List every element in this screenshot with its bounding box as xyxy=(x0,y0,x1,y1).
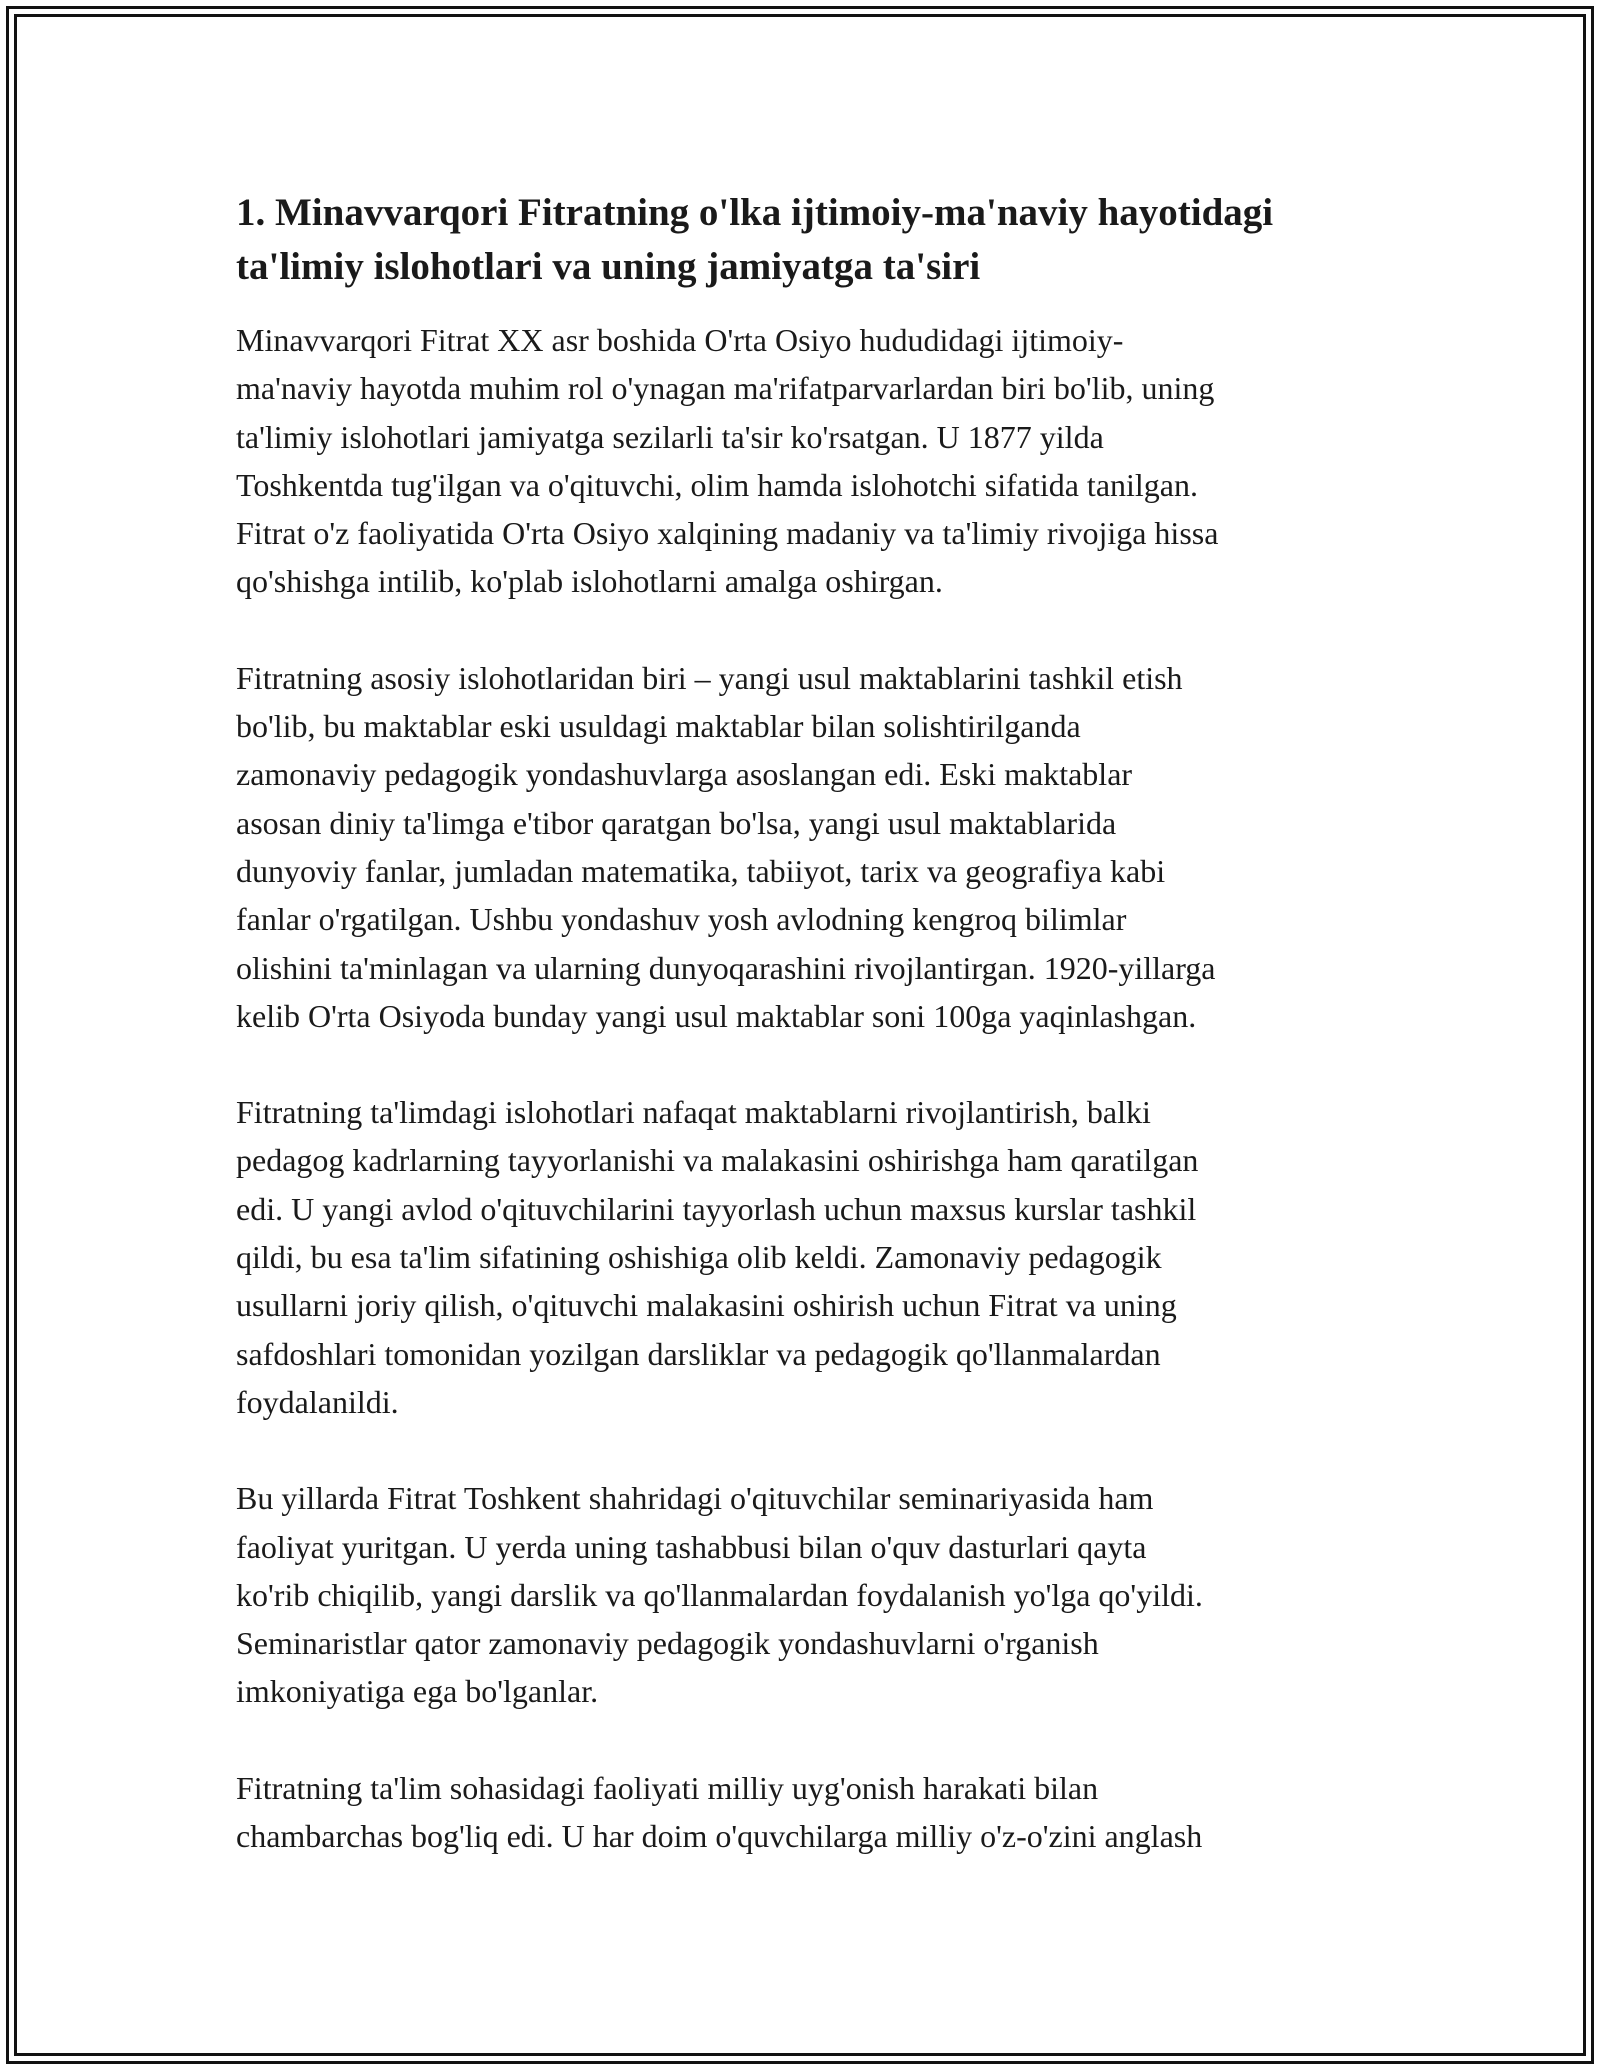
text-line: kelib O'rta Osiyoda bunday yangi usul maktablar soni 100ga yaqinlashgan. xyxy=(236,997,1197,1034)
text-line: olishini ta'minlagan va ularning dunyoqarashini rivojlantirgan. 1920-yillarga xyxy=(236,949,1216,986)
text-line: zamonaviy pedagogik yondashuvlarga asoslangan edi. Eski maktablar xyxy=(236,756,1133,793)
text-line: Fitratning ta'limdagi islohotlari nafaqat maktablarni rivojlantirish, balki xyxy=(236,1094,1151,1131)
heading-line: 1. Minavvarqori Fitratning o'lka ijtimoiy-ma'naviy hayotidagi xyxy=(236,191,1274,234)
document-body xyxy=(236,186,1366,1908)
text-line: Toshkentda tug'ilgan va o'qituvchi, olim hamda islohotchi sifatida tanilgan. xyxy=(236,466,1198,503)
text-line: Fitratning asosiy islohotlaridan biri – yangi usul maktablarini tashkil etish xyxy=(236,659,1183,696)
text-line: ma'naviy hayotda muhim rol o'ynagan ma'rifatparvarlardan biri bo'lib, uning xyxy=(236,370,1215,407)
text-line: asosan diniy ta'limga e'tibor qaratgan bo'lsa, yangi usul maktablarida xyxy=(236,804,1117,841)
text-line: bo'lib, bu maktablar eski usuldagi maktablar bilan solishtirilganda xyxy=(236,708,1081,745)
text-line: Minavvarqori Fitrat XX asr boshida O'rta Osiyo hududidagi ijtimoiy- xyxy=(236,322,1124,358)
text-line: pedagog kadrlarning tayyorlanishi va malakasini oshirishga ham qaratilgan xyxy=(236,1142,1199,1179)
text-line: Bu yillarda Fitrat Toshkent shahridagi o'qituvchilar seminariyasida ham xyxy=(236,1480,1154,1517)
text-line: imkoniyatiga ega bo'lganlar. xyxy=(236,1673,599,1710)
text-line: foydalanildi. xyxy=(236,1383,399,1420)
text-line: chambarchas bog'liq edi. U har doim o'quvchilarga milliy o'z-o'zini anglash xyxy=(236,1818,1203,1855)
text-line: edi. U yangi avlod o'qituvchilarini tayyorlash uchun maxsus kurslar tashkil xyxy=(236,1190,1197,1227)
text-line: dunyoviy fanlar, jumladan matematika, tabiiyot, tarix va geografiya kabi xyxy=(236,852,1166,889)
paragraph xyxy=(236,316,1366,606)
text-line: qildi, bu esa ta'lim sifatining oshishiga olib keldi. Zamonaviy pedagogik xyxy=(236,1239,1162,1276)
text-line: safdoshlari tomonidan yozilgan darsliklar va pedagogik qo'llanmalardan xyxy=(236,1335,1161,1372)
text-line: usullarni joriy qilish, o'qituvchi malakasini oshirish uchun Fitrat va uning xyxy=(236,1287,1177,1324)
text-line: qo'shishga intilib, ko'plab islohotlarni amalga oshirgan. xyxy=(236,563,943,600)
text-line: Fitratning ta'lim sohasidagi faoliyati milliy uyg'onish harakati bilan xyxy=(236,1769,1099,1806)
paragraph xyxy=(236,654,1366,1040)
section-heading xyxy=(236,186,1366,294)
text-line: Seminaristlar qator zamonaviy pedagogik yondashuvlarni o'rganish xyxy=(236,1625,1099,1662)
heading-line: ta'limiy islohotlari va uning jamiyatga ta'siri xyxy=(236,245,981,288)
text-line: fanlar o'rgatilgan. Ushbu yondashuv yosh avlodning kengroq bilimlar xyxy=(236,901,1127,938)
text-line: ko'rib chiqilib, yangi darslik va qo'llanmalardan foydalanish yo'lga qo'yildi. xyxy=(236,1576,1203,1613)
text-line: faoliyat yuritgan. U yerda uning tashabbusi bilan o'quv dasturlari qayta xyxy=(236,1528,1147,1565)
text-line: ta'limiy islohotlari jamiyatga sezilarli ta'sir ko'rsatgan. U 1877 yilda xyxy=(236,418,1104,455)
paragraph xyxy=(236,1088,1366,1426)
paragraph xyxy=(236,1474,1366,1715)
paragraph xyxy=(236,1764,1366,1861)
text-line: Fitrat o'z faoliyatida O'rta Osiyo xalqining madaniy va ta'limiy rivojiga hissa xyxy=(236,515,1219,552)
